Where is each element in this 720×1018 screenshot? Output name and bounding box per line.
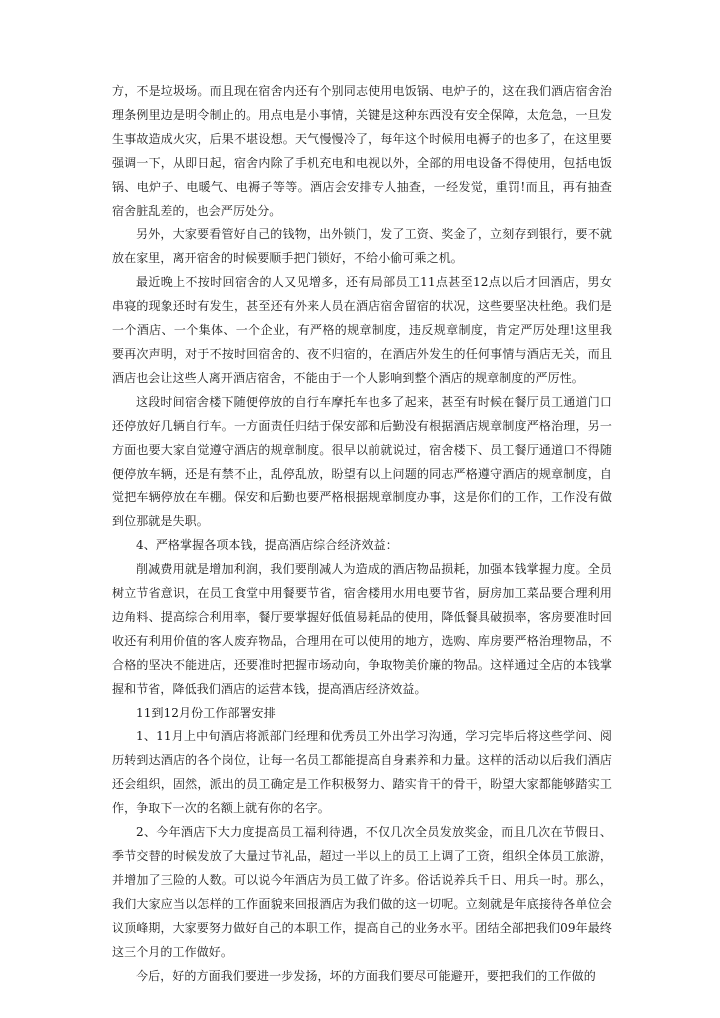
paragraph-conclusion: 今后，好的方面我们要进一步发扬，坏的方面我们要尽可能避开，要把我们的工作做的 (136, 968, 596, 983)
paragraph-dormitory-electricity: 方，不是垃圾场。而且现在宿舍内还有个别同志使用电饭锅、电炉子的，这在我们酒店宿舍治理条例里边是明令制止的。用点电是小事情，关键是这种东西没有安全保障，太危急，一旦发生事故造成火灾，后果不堪设想。天气慢慢冷了，每年这个时候用电褥子的也多了，在这里要强调一下，从即日起，宿舍内除了手机充电和电视以外，全部的用电设备不得使用，包括电饭锅、电炉子、电暖气、电褥子等等。酒店会安排专人抽查，一经发觉，重罚!而且，再有抽查宿舍脏乱差的，也会严厉处分。 (112, 84, 612, 218)
document-page (112, 80, 612, 988)
paragraph-parking: 这段时间宿舍楼下随便停放的自行车摩托车也多了起来，甚至有时候在餐厅员工通道门口还停放好几辆自行车。一方面责任归结于保安部和后勤没有根据酒店规章制度严格治理，另一方面也要大家自觉遵守酒店的规章制度。很早以前就说过，宿舍楼下、员工餐厅通道口不得随便停放车辆，还是有禁不止，乱停乱放，盼望有以上问题的同志严格遵守酒店的规章制度，自觉把车辆停放在车棚。保安和后勤也要严格根据规章制度办事，这是你们的工作，工作没有做到位那就是失职。 (112, 394, 612, 529)
paragraph-curfew: 最近晚上不按时回宿舍的人又见增多，还有局部员工11点甚至12点以后才回酒店，男女串寝的现象还时有发生，甚至还有外来人员在酒店宿舍留宿的状况，这些要坚决杜绝。我们是一个酒店、一个集体、一个企业，有严格的规章制度，违反规章制度，肯定严厉处理!这里我要再次声明，对于不按时回宿舍的、夜不归宿的，在酒店外发生的任何事情与酒店无关，而且酒店也会让这些人离开酒店宿舍，不能由于一个人影响到整个酒店的规章制度的严厉性。 (112, 275, 612, 385)
paragraph-valuables: 另外，大家要看管好自己的钱物，出外锁门，发了工资、奖金了，立刻存到银行，要不就放在家里，离开宿舍的时候要顺手把门锁好，不给小偷可乘之机。 (112, 227, 612, 266)
paragraph-cost-reduction: 削减费用就是增加利润，我们要削减人为造成的酒店物品损耗，加强本钱掌握力度。全员树立节省意识，在员工食堂中用餐要节省，宿舍楼用水用电要节省，厨房加工菜品要合理利用边角料、提高综合利用率，餐厅要掌握好低值易耗品的使用，降低餐具破损率，客房要准时回收还有利用价值的客人废弃物品，合理用在可以使用的地方，选购、库房要严格治理物品，不合格的坚决不能进店，还要准时把握市场动向，争取物美价廉的物品。这样通过全店的本钱掌握和节省，降低我们酒店的运营本钱，提高酒店经济效益。 (112, 562, 612, 696)
paragraph-training: 1、11月上中旬酒店将派部门经理和优秀员工外出学习沟通，学习完毕后将这些学问、阅历转到达酒店的各个岗位，让每一名员工都能提高自身素养和力量。这样的活动以后我们酒店还会组织，固然，派出的员工确定是工作积极努力、踏实肯干的骨干，盼望大家都能够踏实工作，争取下一次的名额上就有你的名字。 (112, 729, 612, 816)
paragraph-welfare: 2、今年酒店下大力度提高员工福利待遇，不仅几次全员发放奖金，而且几次在节假日、季节交替的时候发放了大量过节礼品，超过一半以上的员工上调了工资，组织全体员工旅游，并增加了三险的人数。可以说今年酒店为员工做了许多。俗话说养兵千日、用兵一时。那么，我们大家应当以怎样的工作面貌来回报酒店为我们做的这一切呢。立刻就是年底接待各单位会议顶峰期，大家要努力做好自己的本职工作，提高自己的业务水平。团结全部把我们09年最终这三个月的工作做好。 (112, 825, 612, 959)
section-heading-work-plan: 11到12月份工作部署安排 (136, 705, 276, 720)
section-heading-cost-control: 4、严格掌握各项本钱，提高酒店综合经济效益： (136, 538, 398, 553)
